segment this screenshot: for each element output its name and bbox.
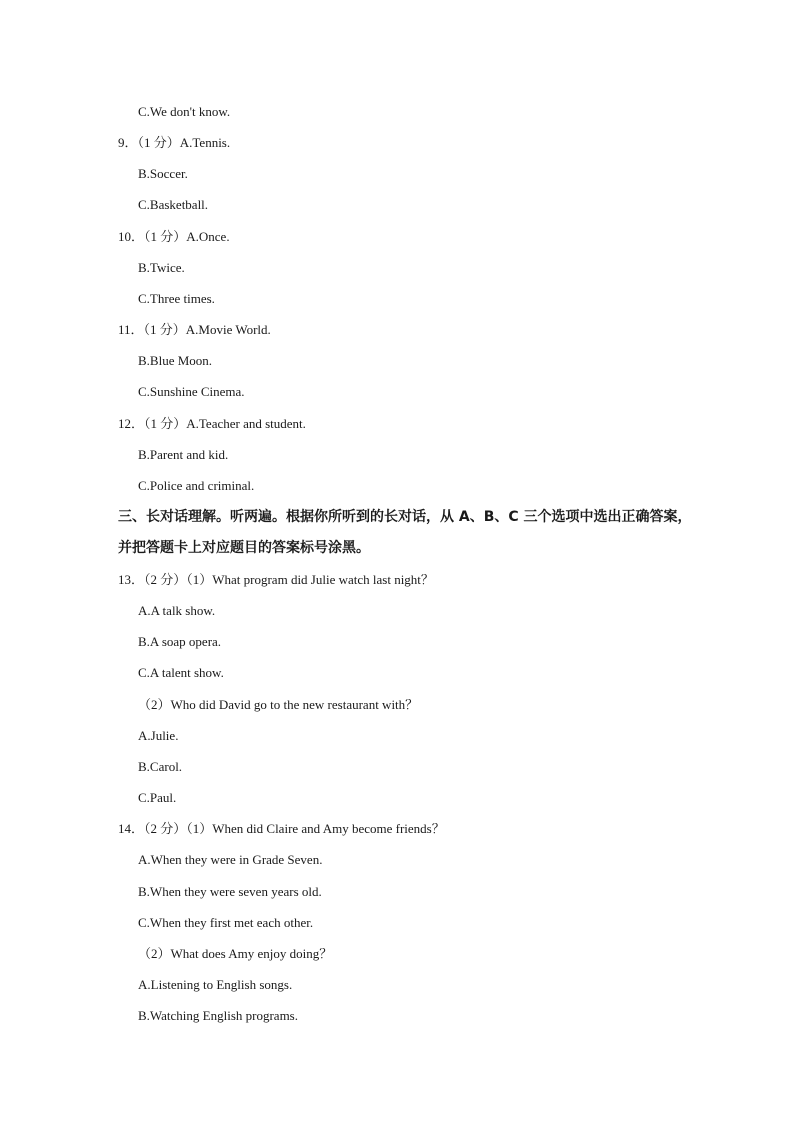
option-9c: C.Basketball. [138, 197, 209, 212]
question-13-part-1: 13．（2 分）（1）What program did Julie watch last night？ [118, 572, 434, 587]
question-12: 12．（1 分）A.Teacher and student. [118, 416, 306, 431]
question-10: 10．（1 分）A.Once. [118, 229, 230, 244]
section-heading-line-1: 三、长对话理解。听两遍。根据你所听到的长对话，从 A、B、C 三个选项中选出正确答案， [118, 509, 692, 525]
section-heading-line-2: 并把答题卡上对应题目的答案标号涂黑。 [118, 540, 370, 556]
option-14-2a: A.Listening to English songs. [138, 977, 293, 992]
option-11c: C.Sunshine Cinema. [138, 384, 245, 399]
option-13-1b: B.A soap opera. [138, 634, 222, 649]
option-13-2a: A.Julie. [138, 728, 179, 743]
option-13-1a: A.A talk show. [138, 603, 216, 618]
option-14-1c: C.When they first met each other. [138, 915, 314, 930]
question-14-part-1: 14．（2 分）（1）When did Claire and Amy become friends？ [118, 821, 445, 836]
option-14-1b: B.When they were seven years old. [138, 884, 322, 899]
option-10c: C.Three times. [138, 291, 215, 306]
question-11: 11．（1 分）A.Movie World. [118, 322, 271, 337]
question-14-part-2: （2）What does Amy enjoy doing？ [138, 946, 333, 961]
option-13-1c: C.A talent show. [138, 665, 224, 680]
option-13-2c: C.Paul. [138, 790, 177, 805]
option-14-2b: B.Watching English programs. [138, 1008, 298, 1023]
option-14-1a: A.When they were in Grade Seven. [138, 852, 323, 867]
question-9: 9．（1 分）A.Tennis. [118, 135, 231, 150]
option-10b: B.Twice. [138, 260, 185, 275]
option-12b: B.Parent and kid. [138, 447, 229, 462]
question-13-part-2: （2）Who did David go to the new restaurant with？ [138, 697, 419, 712]
option-11b: B.Blue Moon. [138, 353, 213, 368]
option-8c: C.We don't know. [138, 104, 231, 119]
option-13-2b: B.Carol. [138, 759, 183, 774]
option-12c: C.Police and criminal. [138, 478, 255, 493]
option-9b: B.Soccer. [138, 166, 188, 181]
